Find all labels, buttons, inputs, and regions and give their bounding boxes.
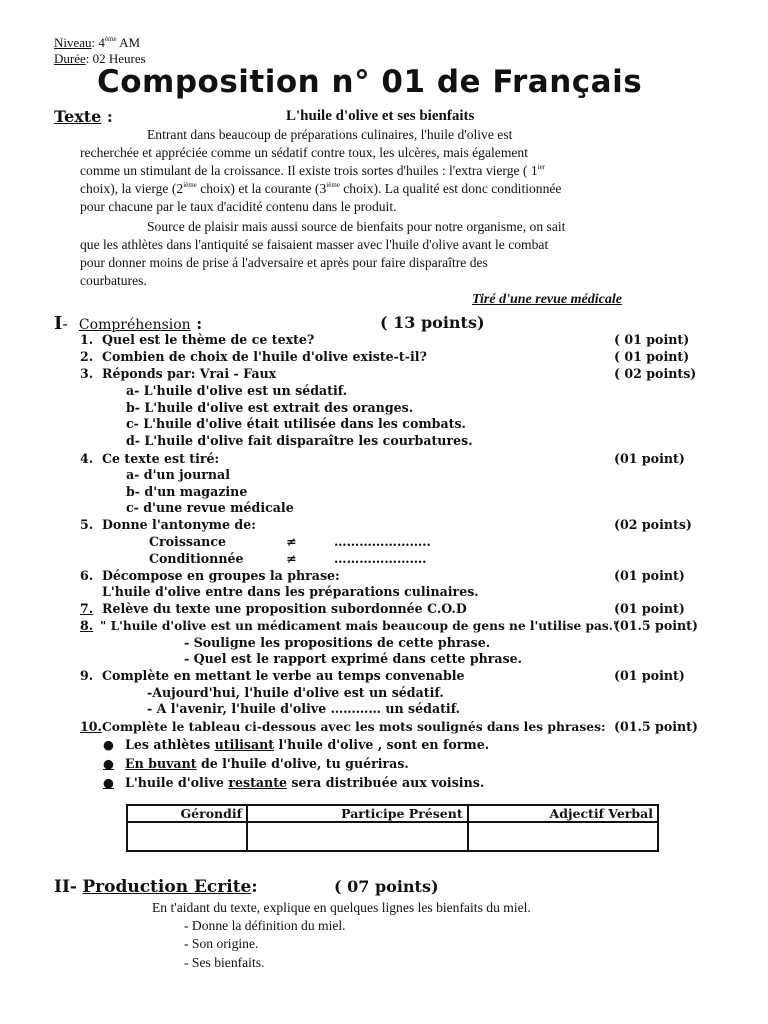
answer-dots: ………………….. <box>334 534 431 549</box>
question-text: Réponds par: Vrai - Faux <box>102 366 277 381</box>
table-header-participe-present: Participe Présent <box>247 805 468 822</box>
question-points: (01 point) <box>614 568 685 583</box>
question-points: ( 01 point) <box>614 349 690 364</box>
sub-item: b- d'un magazine <box>126 484 248 499</box>
paragraph-line: pour chacune par le taux d'acidité contenu dans le produit. <box>80 199 397 214</box>
antonym-word: Croissance <box>149 534 227 549</box>
table-header-gerondif: Gérondif <box>127 805 247 822</box>
sub-item: -Aujourd'hui, l'huile d'olive est un sédatif. <box>147 685 444 700</box>
question-text: Relève du texte une proposition subordonnée C.O.D <box>102 601 467 616</box>
section2-points: ( 07 points) <box>334 877 439 896</box>
sub-item: - A l'avenir, l'huile d'olive ………… un sédatif. <box>147 701 461 716</box>
table-cell <box>468 822 658 851</box>
sub-item: - Quel est le rapport exprimé dans cette phrase. <box>184 651 523 666</box>
bullet-item: ● Les athlètes utilisant l'huile d'olive , sont en forme. <box>103 737 490 752</box>
question-number: 2. <box>80 349 94 364</box>
paragraph-line: comme un stimulant de la croissance. Il existe trois sortes d'huiles : l'extra vierge ( $1^{ier}$ <box>80 163 546 178</box>
question-number: 8. <box>80 618 94 633</box>
antonym-word: Conditionnée <box>149 551 244 566</box>
table-header-adjectif-verbal: Adjectif Verbal <box>468 805 658 822</box>
bullet-icon: ● <box>103 737 114 752</box>
question-text: Décompose en groupes la phrase: <box>102 568 340 583</box>
question-points: ( 01 point) <box>614 332 690 347</box>
list-item: - Son origine. <box>184 936 259 951</box>
sub-item: L'huile d'olive entre dans les préparations culinaires. <box>102 584 479 599</box>
duree-label: Durée <box>54 51 86 66</box>
paragraph-line: pour donner moins de prise á l'adversaire et après pour faire disparaître des <box>80 255 488 270</box>
paragraph-line: recherchée et appréciée comme un sédatif contre toux, les ulcères, mais également <box>80 145 528 160</box>
paragraph-line: Entrant dans beaucoup de préparations culinaires, l'huile d'olive est <box>147 127 513 142</box>
not-equal-symbol: ≠ <box>286 534 297 549</box>
section2-heading: II- Production Ecrite: <box>54 877 258 897</box>
question-text: Quel est le thème de ce texte? <box>102 332 315 347</box>
paragraph-line: que les athlètes dans l'antiquité se faisaient masser avec l'huile d'olive avant le combat <box>80 237 549 252</box>
texte-label: Texte : <box>54 107 113 126</box>
question-number: 7. <box>80 601 94 616</box>
list-item: - Donne la définition du miel. <box>184 918 346 933</box>
sub-item: b- L'huile d'olive est extrait des oranges. <box>126 400 414 415</box>
page-title: Composition n° 01 de Français <box>97 64 643 100</box>
header-duree: Durée: 02 Heures <box>54 51 146 66</box>
bullet-icon: ● <box>103 756 114 771</box>
sub-item: c- d'une revue médicale <box>126 500 294 515</box>
question-text: Complète le tableau ci-dessous avec les mots soulignés dans les phrases: <box>102 719 606 734</box>
section2-intro: En t'aidant du texte, explique en quelques lignes les bienfaits du miel. <box>152 900 531 915</box>
table-row <box>127 822 658 851</box>
texte-heading: L'huile d'olive et ses bienfaits <box>286 108 475 124</box>
paragraph-line: choix), la vierge (2ième choix) et la courante (3ième choix). La qualité est donc conditionnée <box>80 181 562 196</box>
question-text: Ce texte est tiré: <box>102 451 220 466</box>
question-number: 3. <box>80 366 94 381</box>
table-cell <box>247 822 468 851</box>
question-points: (01.5 point) <box>614 618 698 633</box>
section1-points: ( 13 points) <box>380 313 485 332</box>
sub-item: a- d'un journal <box>126 467 230 482</box>
question-points: (01 point) <box>614 601 685 616</box>
question-number: 4. <box>80 451 94 466</box>
section1-heading: I- Compréhension : <box>54 313 203 334</box>
question-points: (02 points) <box>614 517 692 532</box>
sub-item: a- L'huile d'olive est un sédatif. <box>126 383 348 398</box>
table-header-row <box>127 805 658 822</box>
question-text: Combien de choix de l'huile d'olive existe-t-il? <box>102 349 427 364</box>
question-points: (01 point) <box>614 668 685 683</box>
question-text: Complète en mettant le verbe au temps convenable <box>102 668 465 683</box>
question-number: 5. <box>80 517 94 532</box>
list-item: - Ses bienfaits. <box>184 955 265 970</box>
not-equal-symbol: ≠ <box>286 551 297 566</box>
question-points: ( 02 points) <box>614 366 697 381</box>
paragraph-line: courbatures. <box>80 273 147 288</box>
bullet-item: ● L'huile d'olive restante sera distribuée aux voisins. <box>103 775 485 790</box>
sub-item: - Souligne les propositions de cette phrase. <box>184 635 491 650</box>
question-text: " L'huile d'olive est un médicament mais beaucoup de gens ne l'utilise pas." <box>100 619 620 633</box>
header-niveau: Niveau: 4ème AM <box>54 35 141 50</box>
bullet-icon: ● <box>103 775 114 790</box>
question-points: (01 point) <box>614 451 685 466</box>
sub-item: c- L'huile d'olive était utilisée dans les combats. <box>126 416 466 431</box>
question-number: 9. <box>80 668 94 683</box>
question-number: 1. <box>80 332 94 347</box>
question-number: 6. <box>80 568 94 583</box>
question-text: Donne l'antonyme de: <box>102 517 256 532</box>
sub-item: d- L'huile d'olive fait disparaître les courbatures. <box>126 433 473 448</box>
niveau-label: Niveau <box>54 35 92 50</box>
texte-source: Tiré d'une revue médicale <box>472 292 622 307</box>
answer-dots: …………………. <box>334 551 427 566</box>
paragraph-line: Source de plaisir mais aussi source de bienfaits pour notre organisme, on sait <box>147 219 566 234</box>
table-cell <box>127 822 247 851</box>
question-points: (01.5 point) <box>614 719 698 734</box>
bullet-item: ● En buvant de l'huile d'olive, tu guériras. <box>103 756 409 771</box>
question-number: 10. <box>80 719 102 734</box>
answer-table <box>126 804 659 852</box>
